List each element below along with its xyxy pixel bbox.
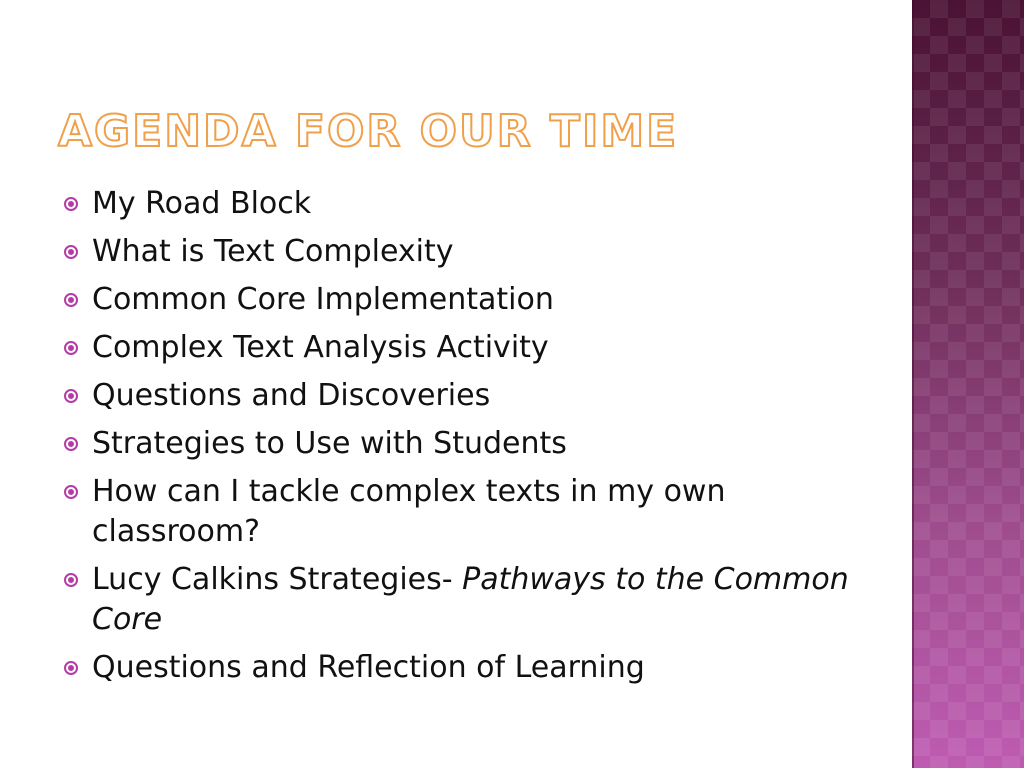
radio-bullet-icon bbox=[64, 293, 78, 307]
radio-bullet-icon bbox=[64, 197, 78, 211]
agenda-item bbox=[62, 328, 862, 368]
agenda-item bbox=[62, 184, 862, 224]
agenda-item-text: What is Text Complexity bbox=[92, 234, 454, 269]
agenda-list bbox=[62, 184, 862, 696]
radio-bullet-icon bbox=[64, 485, 78, 499]
agenda-item bbox=[62, 472, 862, 552]
radio-bullet-icon bbox=[64, 573, 78, 587]
decorative-side-band bbox=[912, 0, 1024, 768]
agenda-item bbox=[62, 376, 862, 416]
radio-bullet-icon bbox=[64, 389, 78, 403]
agenda-item bbox=[62, 560, 862, 640]
radio-bullet-icon bbox=[64, 341, 78, 355]
agenda-item-text: Complex Text Analysis Activity bbox=[92, 330, 549, 365]
agenda-item bbox=[62, 280, 862, 320]
radio-bullet-icon bbox=[64, 245, 78, 259]
agenda-item-italic-text: Pathways to the Common Core bbox=[92, 562, 849, 637]
agenda-item bbox=[62, 232, 862, 272]
agenda-item-text: Lucy Calkins Strategies- bbox=[92, 562, 463, 597]
agenda-item-text: Common Core Implementation bbox=[92, 282, 554, 317]
diamond-pattern bbox=[912, 0, 1024, 768]
agenda-item bbox=[62, 424, 862, 464]
slide-title: AGENDA FOR OUR TIME bbox=[58, 106, 679, 157]
band-edge bbox=[912, 0, 914, 768]
radio-bullet-icon bbox=[64, 437, 78, 451]
agenda-item-text: Questions and Discoveries bbox=[92, 378, 491, 413]
agenda-item bbox=[62, 648, 862, 688]
agenda-item-text: My Road Block bbox=[92, 186, 312, 221]
agenda-item-text: Questions and Reflection of Learning bbox=[92, 650, 645, 685]
radio-bullet-icon bbox=[64, 661, 78, 675]
agenda-item-text: How can I tackle complex texts in my own classroom? bbox=[92, 474, 726, 549]
agenda-item-text: Strategies to Use with Students bbox=[92, 426, 567, 461]
